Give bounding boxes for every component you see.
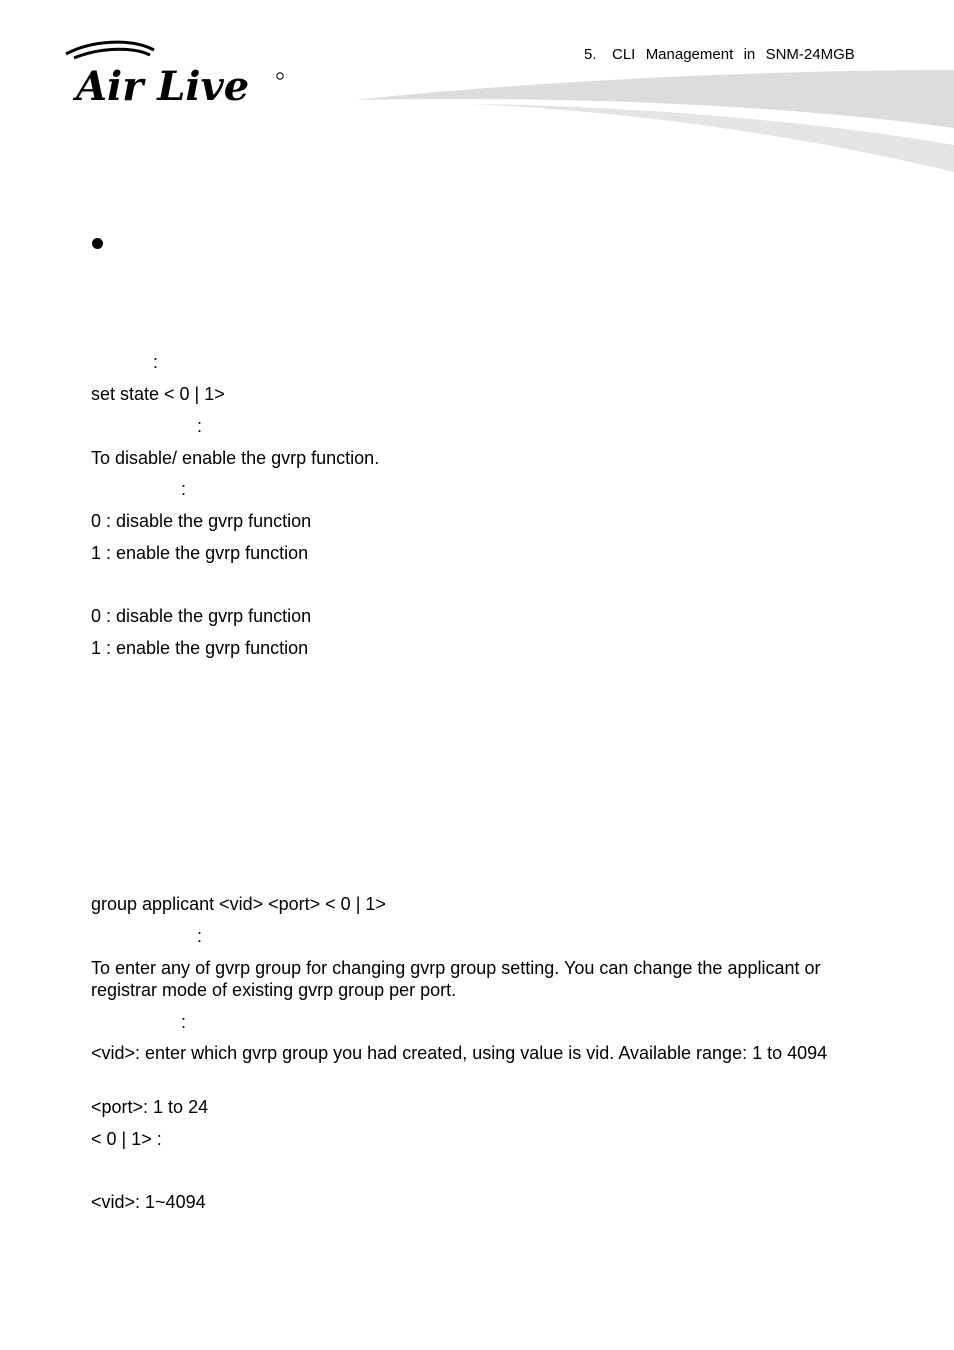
- group-description-label-colon: :: [197, 926, 203, 946]
- parameter-label-colon: :: [181, 479, 187, 499]
- svg-text:Air Live: Air Live: [76, 63, 250, 110]
- group-possible-value-0: <vid>: 1~4094: [91, 1192, 206, 1212]
- state-syntax: set state < 0 | 1>: [91, 384, 225, 404]
- airlive-logo: [62, 40, 292, 110]
- group-syntax: group applicant <vid> <port> < 0 | 1>: [91, 894, 386, 914]
- state-parameter-1: 1 : enable the gvrp function: [91, 543, 309, 563]
- syntax-label-colon: :: [153, 352, 159, 372]
- section-header: 5. CLI Management in SNM-24MGB: [584, 46, 855, 63]
- group-parameter-label-colon: :: [181, 1012, 187, 1032]
- description-label-colon: :: [197, 416, 203, 436]
- group-description: To enter any of gvrp group for changing gvrp group setting. You can change the applicant or registrar mode of existing gvrp group per port.: [91, 958, 821, 1000]
- state-description: To disable/ enable the gvrp function.: [91, 448, 380, 468]
- state-possible-value-1: 1 : enable the gvrp function: [91, 638, 309, 658]
- state-parameter-0: 0 : disable the gvrp function: [91, 511, 312, 531]
- group-parameter-2: < 0 | 1> :: [91, 1129, 162, 1149]
- bullet-icon: [92, 238, 103, 249]
- state-possible-value-0: 0 : disable the gvrp function: [91, 606, 312, 626]
- group-parameter-0: <vid>: enter which gvrp group you had created, using value is vid. Available range: 1 to 4094: [91, 1043, 828, 1063]
- group-parameter-1: <port>: 1 to 24: [91, 1097, 209, 1117]
